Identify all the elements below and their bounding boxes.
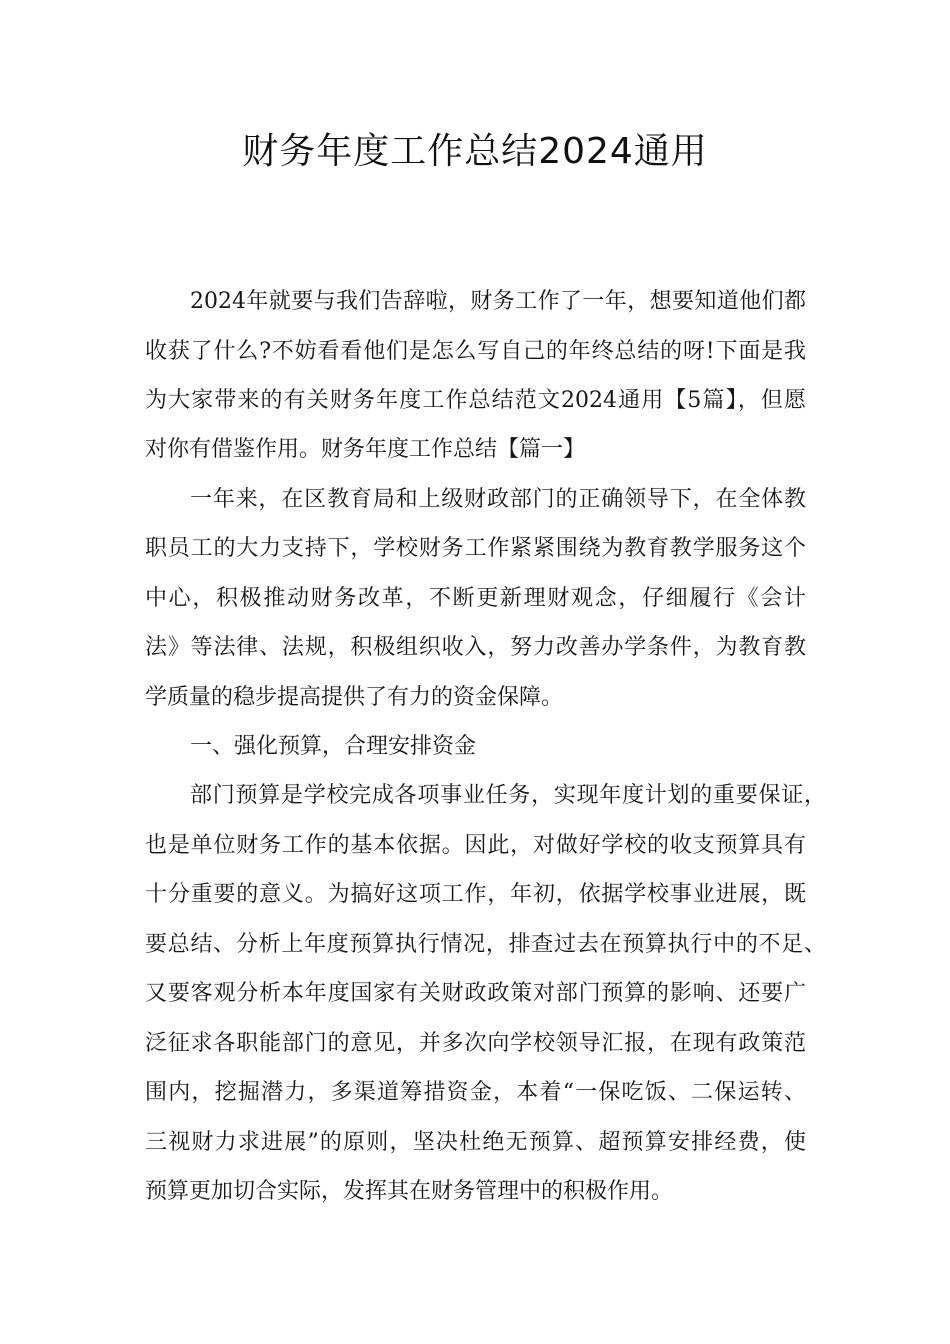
paragraph-3-line-2: 也是单位财务工作的基本依据。因此，对做好学校的收支预算具有 xyxy=(145,833,806,858)
paragraph-2-line-4: 法》等法律、法规，积极组织收入，努力改善办学条件，为教育教 xyxy=(145,635,806,660)
paragraph-3-line-7: 围内，挖掘潜力，多渠道筹措资金，本着“一保吃饭、二保运转、 xyxy=(145,1080,806,1105)
paragraph-3-line-3: 十分重要的意义。为搞好这项工作，年初，依据学校事业进展，既 xyxy=(145,882,806,907)
paragraph-1-line-4: 对你有借鉴作用。财务年度工作总结【篇一】 xyxy=(145,437,586,462)
paragraph-2-line-2: 职员工的大力支持下，学校财务工作紧紧围绕为教育教学服务这个 xyxy=(145,536,806,561)
paragraph-3-line-4: 要总结、分析上年度预算执行情况，排查过去在预算执行中的不足、 xyxy=(145,932,826,957)
paragraph-3-line-5: 又要客观分析本年度国家有关财政政策对部门预算的影响、还要广 xyxy=(145,981,806,1006)
paragraph-1-line-1: 2024年就要与我们告辞啦，财务工作了一年，想要知道他们都 xyxy=(190,289,806,314)
paragraph-3-line-1: 部门预算是学校完成各项事业任务，实现年度计划的重要保证， xyxy=(190,783,826,808)
section-heading-1: 一、强化预算，合理安排资金 xyxy=(190,734,477,759)
paragraph-2-line-5: 学质量的稳步提高提供了有力的资金保障。 xyxy=(145,685,564,710)
paragraph-3-line-9: 预算更加切合实际，发挥其在财务管理中的积极作用。 xyxy=(145,1179,674,1204)
paragraph-1-line-2: 收获了什么?不妨看看他们是怎么写自己的年终总结的呀!下面是我 xyxy=(145,339,806,364)
paragraph-3-line-8: 三视财力求进展”的原则，坚决杜绝无预算、超预算安排经费，使 xyxy=(145,1130,806,1155)
paragraph-3-line-6: 泛征求各职能部门的意见，并多次向学校领导汇报，在现有政策范 xyxy=(145,1031,806,1056)
document-title: 财务年度工作总结2024通用 xyxy=(242,131,708,172)
paragraph-2-line-3: 中心，积极推动财务改革，不断更新理财观念，仔细履行《会计 xyxy=(145,586,806,611)
paragraph-2-line-1: 一年来，在区教育局和上级财政部门的正确领导下，在全体教 xyxy=(190,487,806,512)
paragraph-1-line-3: 为大家带来的有关财务年度工作总结范文2024通用【5篇】，但愿 xyxy=(145,388,806,413)
